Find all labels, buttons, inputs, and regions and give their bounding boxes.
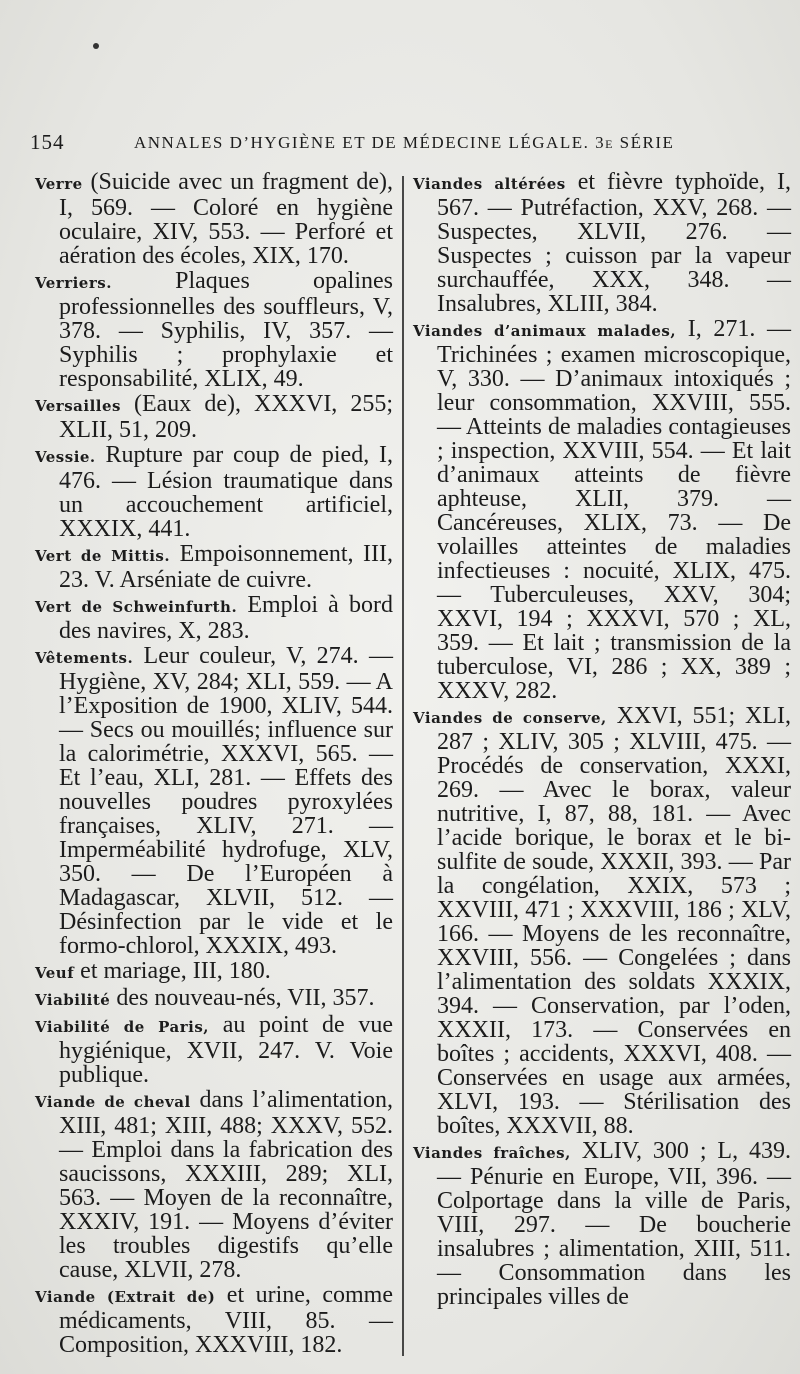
entry-text: au point de vue hygiénique, XVII, 247. V. Voie publique. (59, 1012, 394, 1088)
page-header (30, 130, 770, 160)
ink-speck (93, 43, 99, 49)
index-entry (35, 1088, 393, 1282)
entry-heading: Viandes d’animaux malades, (413, 322, 677, 340)
entry-heading: Viabilité de Paris, (35, 1018, 210, 1036)
entry-text: (Suicide avec un fragment de), I, 569. — Coloré en hygiène oculaire, XIV, 553. — Perforé et aération des écoles, XIX, 170. (59, 169, 393, 269)
index-entry (35, 644, 393, 958)
entry-text: Leur couleur, V, 274. — Hygiène, XV, 284; XLI, 559. — A l’Exposition de 1900, XLIV, 544. — Secs ou mouillés; influence sur la calorimétrie, XXXVI, 565. — Et l’eau, XLI, 281. — Effets des nouvelles poudres pyroxylées françaises, XLIV, 271. — Imperméabilité hydrofuge, XLV, 350. — De l’Européen à Madagascar, XLVII, 512. — Désinfection par le vide et le formo-chlorol, XXXIX, 493. (59, 643, 393, 959)
index-entry (35, 542, 393, 592)
entry-heading: Verre (35, 175, 83, 193)
entry-text: Plaques opalines professionnelles des souffleurs, V, 378. — Syphilis, IV, 357. — Syphilis ; prophylaxie et responsabilité, XLIX, 49. (59, 268, 393, 392)
left-column (35, 170, 393, 1358)
entry-text: et urine, comme médicaments, VIII, 85. — Composition, XXXVIII, 182. (59, 1282, 393, 1358)
entry-heading: Veuf (35, 964, 75, 982)
index-entry (35, 1013, 393, 1087)
entry-heading: Viandes de conserve, (413, 709, 607, 727)
entry-heading: Viandes fraîches, (413, 1144, 571, 1162)
entry-text: Empoisonnement, III, 23. V. Arséniate de cuivre. (59, 541, 393, 593)
index-entry (35, 986, 393, 1012)
entry-heading: Viande (Extrait de) (35, 1288, 216, 1306)
entry-heading: Viande de cheval (35, 1093, 191, 1111)
entry-heading: Vert de Schweinfurth. (35, 598, 238, 616)
index-entry (413, 170, 791, 316)
entry-text: Rupture par coup de pied, I, 476. — Lésion traumatique dans un accouchement artificiel, XXXIX, 441. (59, 442, 393, 542)
running-head: ANNALES D’HYGIÈNE ET DE MÉDECINE LÉGALE. 3e SÉRIE (134, 133, 675, 152)
entry-heading: Vêtements. (35, 649, 134, 667)
entry-text: des nouveau-nés, VII, 357. (110, 985, 375, 1011)
index-entry (35, 392, 393, 442)
entry-heading: Viabilité (35, 991, 111, 1009)
page-number: 154 (30, 130, 65, 154)
entry-text: Emploi à bord des navires, X, 283. (59, 592, 393, 644)
entry-text: I, 271. — Trichinées ; examen microscopique, V, 330. — D’animaux intoxiqués ; leur consommation, XXVIII, 555. — Atteints de maladies contagieuses ; inspection, XXVIII, 554. — Et lait d’animaux atteints de fièvre aphteuse, XLII, 379. — Cancéreuses, XLIX, 73. — De volailles atteintes de maladies infectieuses : nocuité, XLIX, 475. — Tuberculeuses, XXV, 304; XXVI, 194 ; XXXVI, 570 ; XL, 359. — Et lait ; transmission de la tuberculose, VI, 286 ; XX, 389 ; XXXV, 282. (437, 316, 791, 704)
entry-heading: Vessie. (35, 448, 96, 466)
entry-text: (Eaux de), XXXVI, 255; XLII, 51, 209. (59, 391, 393, 443)
index-entry (35, 593, 393, 643)
entry-text: dans l’alimentation, XIII, 481; XIII, 488; XXXV, 552. — Emploi dans la fabrication des saucissons, XXXIII, 289; XLI, 563. — Moyen de la reconnaître, XXXIV, 191. — Moyens d’éviter les troubles digestifs qu’elle cause, XLVII, 278. (59, 1087, 393, 1283)
index-entry (35, 959, 393, 985)
index-entry (35, 170, 393, 268)
entry-text: et fièvre typhoïde, I, 567. — Putréfaction, XXV, 268. — Suspectes, XLVII, 276. — Suspectes ; cuisson par la vapeur surchauffée, XXX, 348. — Insalubres, XLIII, 384. (437, 169, 791, 317)
entry-text: et mariage, III, 180. (74, 958, 271, 984)
right-column (413, 170, 791, 1310)
index-entry (413, 704, 791, 1138)
index-entry (35, 443, 393, 541)
index-entry (413, 317, 791, 703)
column-divider (402, 176, 404, 1356)
entry-text: XXVI, 551; XLI, 287 ; XLIV, 305 ; XLVIII, 475. — Procédés de conservation, XXXI, 269. — Avec le borax, valeur nutritive, I, 87, 88, 181. — Avec l’acide borique, le borax et le bi-sulfite de soude, XXXII, 393. — Par la congélation, XXIX, 573 ; XXVIII, 471 ; XXXVIII, 186 ; XLV, 166. — Moyens de les reconnaître, XXVIII, 556. — Congelées ; dans l’alimentation des soldats XXXIX, 394. — Conservation, par l’oden, XXXII, 173. — Conservées en boîtes ; accidents, XXXVI, 408. — Conservées en usage aux armées, XLVI, 193. — Stérilisation des boîtes, XXXVII, 88. (437, 703, 791, 1139)
index-entry (413, 1139, 791, 1309)
index-columns (35, 170, 795, 1360)
entry-heading: Verriers. (35, 274, 112, 292)
index-entry (35, 269, 393, 391)
entry-heading: Viandes altérées (413, 175, 566, 193)
entry-heading: Versailles (35, 397, 121, 415)
index-entry (35, 1283, 393, 1357)
entry-heading: Vert de Mittis. (35, 547, 171, 565)
entry-text: XLIV, 300 ; L, 439. — Pénurie en Europe, VII, 396. — Colportage dans la ville de Paris, VIII, 297. — De boucherie insalubres ; alimentation, XIII, 511. — Consommation dans les principales villes de (437, 1138, 791, 1310)
